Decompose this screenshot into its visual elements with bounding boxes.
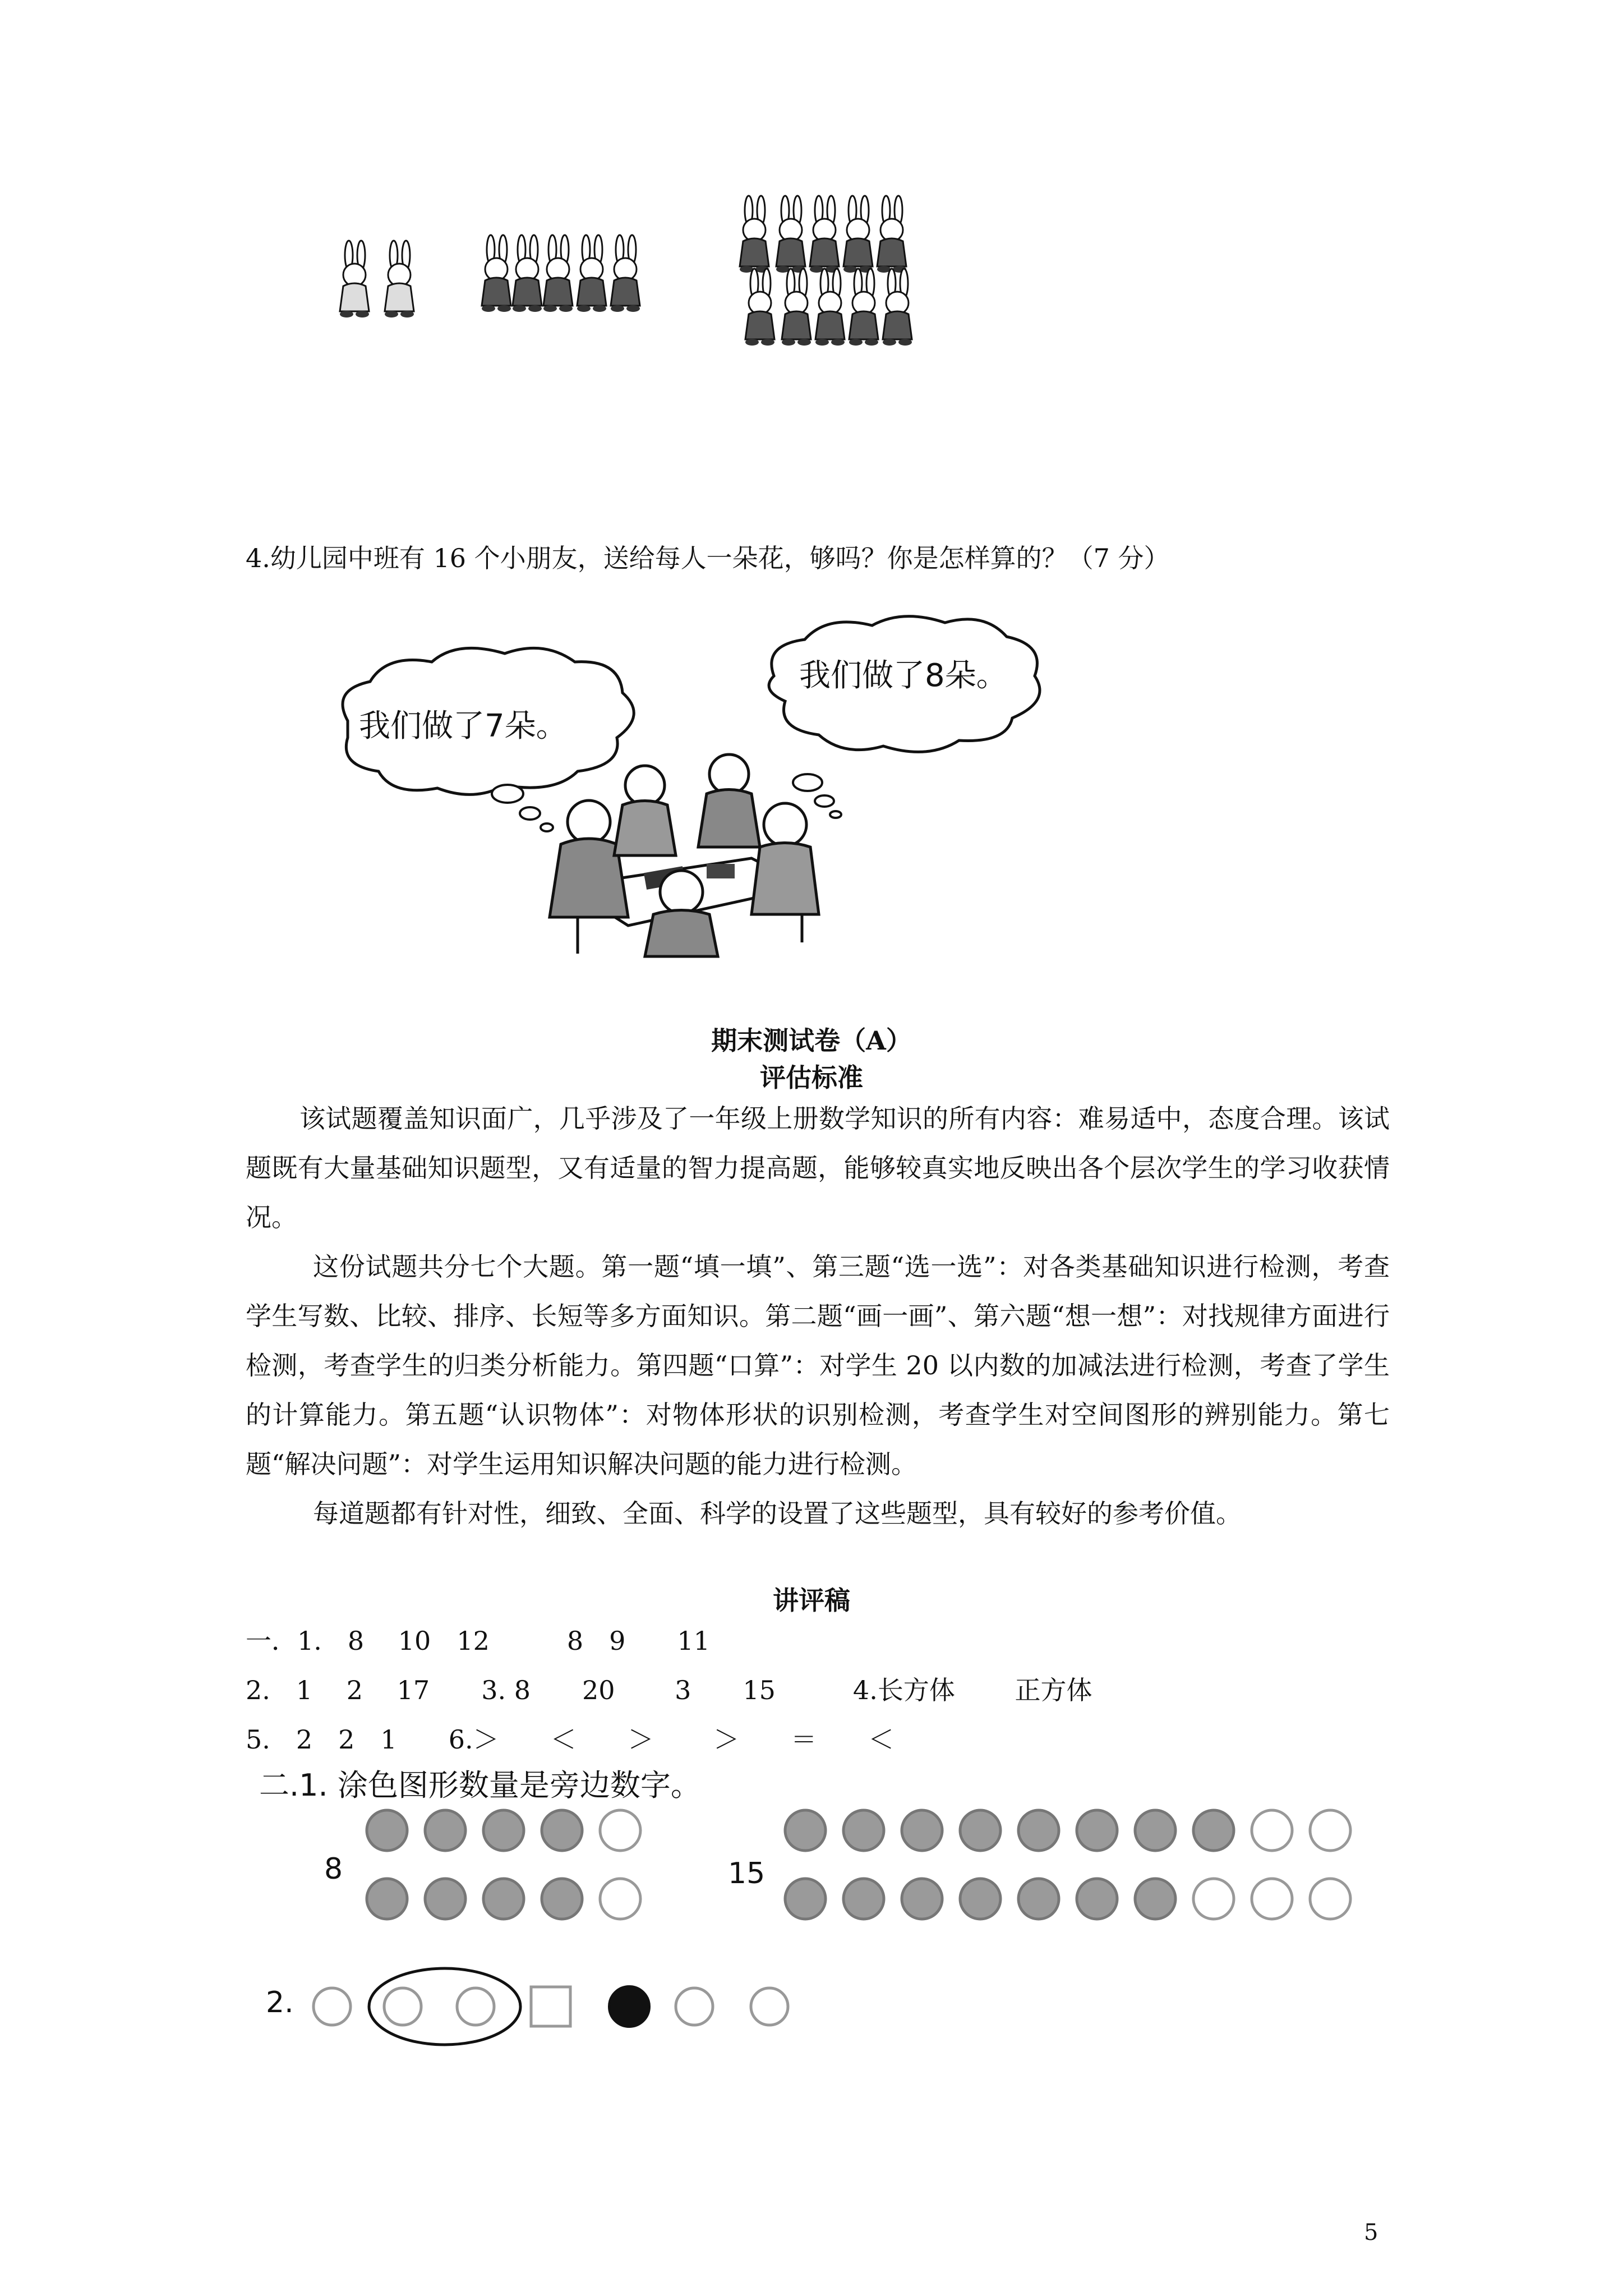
empty-circle xyxy=(600,1879,640,1919)
page-number: 5 xyxy=(1364,2220,1378,2246)
page-subtitle: 评估标准 xyxy=(760,1062,863,1093)
shaded-circle xyxy=(1018,1810,1059,1851)
empty-circle xyxy=(1310,1879,1350,1919)
shaded-circle xyxy=(960,1810,1000,1851)
rabbit-icon xyxy=(883,269,912,346)
rabbit-icon xyxy=(577,235,606,312)
empty-circle xyxy=(1310,1810,1350,1851)
rabbit-icon xyxy=(810,196,839,273)
shaded-circle xyxy=(1135,1879,1175,1919)
rabbits-illustration xyxy=(0,0,1623,393)
paragraph-1: 该试题覆盖知识面广，几乎涉及了一年级上册数学知识的所有内容：难易适中，态度合理。该试题既有大量基础知识题型，又有适量的智力提高题，能够较真实地反映出各个层次学生的学习收获情况。 xyxy=(246,1103,1390,1232)
shaded-circle xyxy=(843,1810,884,1851)
section-2-heading: 二.1. 涂色图形数量是旁边数字。 xyxy=(259,1768,701,1803)
rabbit-icon xyxy=(740,196,769,273)
rabbit-icon xyxy=(815,269,845,346)
shaded-circle xyxy=(1193,1810,1234,1851)
item-2-label: 2. xyxy=(266,1986,294,2019)
circle-shape xyxy=(457,1988,494,2025)
shaded-circle xyxy=(542,1879,582,1919)
empty-circle xyxy=(1193,1879,1234,1919)
paragraph-2: 这份试题共分七个大题。第一题“填一填”、第三题“选一选”：对各类基础知识进行检测，考查学生写数、比较、排序、长短等多方面知识。第二题“画一画”、第六题“想一想”：对找规律方面进行检测，考查学生的归类分析能力。第四题“口算”：对学生 20 以内数的加减法进行检测，考查了学生的计算能力。第五题“认识物体”：对物体形状的识别检测，考查学生对空间图形的辨别能力。第七题“解决问题”：对学生运用知识解决问题的能力进行检测。 xyxy=(246,1251,1390,1479)
shaded-circle xyxy=(902,1810,942,1851)
shaded-circle xyxy=(1135,1810,1175,1851)
circle-shape xyxy=(676,1988,713,2025)
shaded-circle xyxy=(843,1879,884,1919)
rabbit-icon xyxy=(385,241,414,318)
question-4: 4.幼儿园中班有 16 个小朋友，送给每人一朵花，够吗？你是怎样算的？（7 分） xyxy=(246,543,1170,573)
rabbit-icon xyxy=(843,196,873,273)
shaded-circle xyxy=(1077,1879,1117,1919)
page-title: 期末测试卷（A） xyxy=(711,1025,912,1056)
circle-groups xyxy=(0,1801,1623,1941)
shaded-circle xyxy=(367,1810,407,1851)
rabbit-icon xyxy=(849,269,878,346)
filled-circle-shape xyxy=(609,1986,649,2027)
rabbit-icon xyxy=(543,235,573,312)
shaded-circle xyxy=(542,1810,582,1851)
group-a-label: 8 xyxy=(324,1852,343,1886)
group-b-label: 15 xyxy=(728,1857,766,1890)
rabbit-icon xyxy=(745,269,774,346)
rabbit-icon xyxy=(340,241,369,318)
item-2-shapes xyxy=(0,1952,1623,2064)
thought-bubble-right xyxy=(769,616,1040,818)
shaded-circle xyxy=(785,1810,826,1851)
shaded-circle xyxy=(902,1879,942,1919)
rabbit-icon xyxy=(482,235,511,312)
circle-shape xyxy=(313,1988,351,2025)
rabbit-icon xyxy=(782,269,811,346)
shaded-circle xyxy=(367,1879,407,1919)
shaded-circle xyxy=(483,1879,524,1919)
rabbit-icon xyxy=(611,235,640,312)
children xyxy=(550,754,819,956)
rabbit-icon xyxy=(877,196,906,273)
circle-shape xyxy=(751,1988,788,2025)
rabbit-icon xyxy=(776,196,805,273)
rabbit-icon xyxy=(513,235,542,312)
shaded-circle xyxy=(1018,1879,1059,1919)
shaded-circle xyxy=(960,1879,1000,1919)
answers-line-2: 2. 1 2 17 3. 8 20 3 15 4.长方体 正方体 xyxy=(246,1675,1092,1705)
square-shape xyxy=(531,1987,570,2026)
answers-line-1: 一．1. 8 10 12 8 9 11 xyxy=(246,1626,710,1656)
shaded-circle xyxy=(425,1879,465,1919)
shaded-circle xyxy=(1077,1810,1117,1851)
empty-circle xyxy=(1252,1810,1292,1851)
shaded-circle xyxy=(425,1810,465,1851)
circle-shape xyxy=(384,1988,421,2025)
answers-line-3: 5. 2 2 1 6.＞ ＜ ＞ ＞ ＝ ＜ xyxy=(246,1724,895,1755)
empty-circle xyxy=(600,1810,640,1851)
bubble-right-text: 我们做了8朵。 xyxy=(799,657,1008,694)
bubble-left-text: 我们做了7朵。 xyxy=(359,708,568,744)
empty-circle xyxy=(1252,1879,1292,1919)
shaded-circle xyxy=(483,1810,524,1851)
paragraph-3: 每道题都有针对性，细致、全面、科学的设置了这些题型，具有较好的参考价值。 xyxy=(313,1498,1242,1529)
review-title: 讲评稿 xyxy=(773,1585,850,1616)
shaded-circle xyxy=(785,1879,826,1919)
